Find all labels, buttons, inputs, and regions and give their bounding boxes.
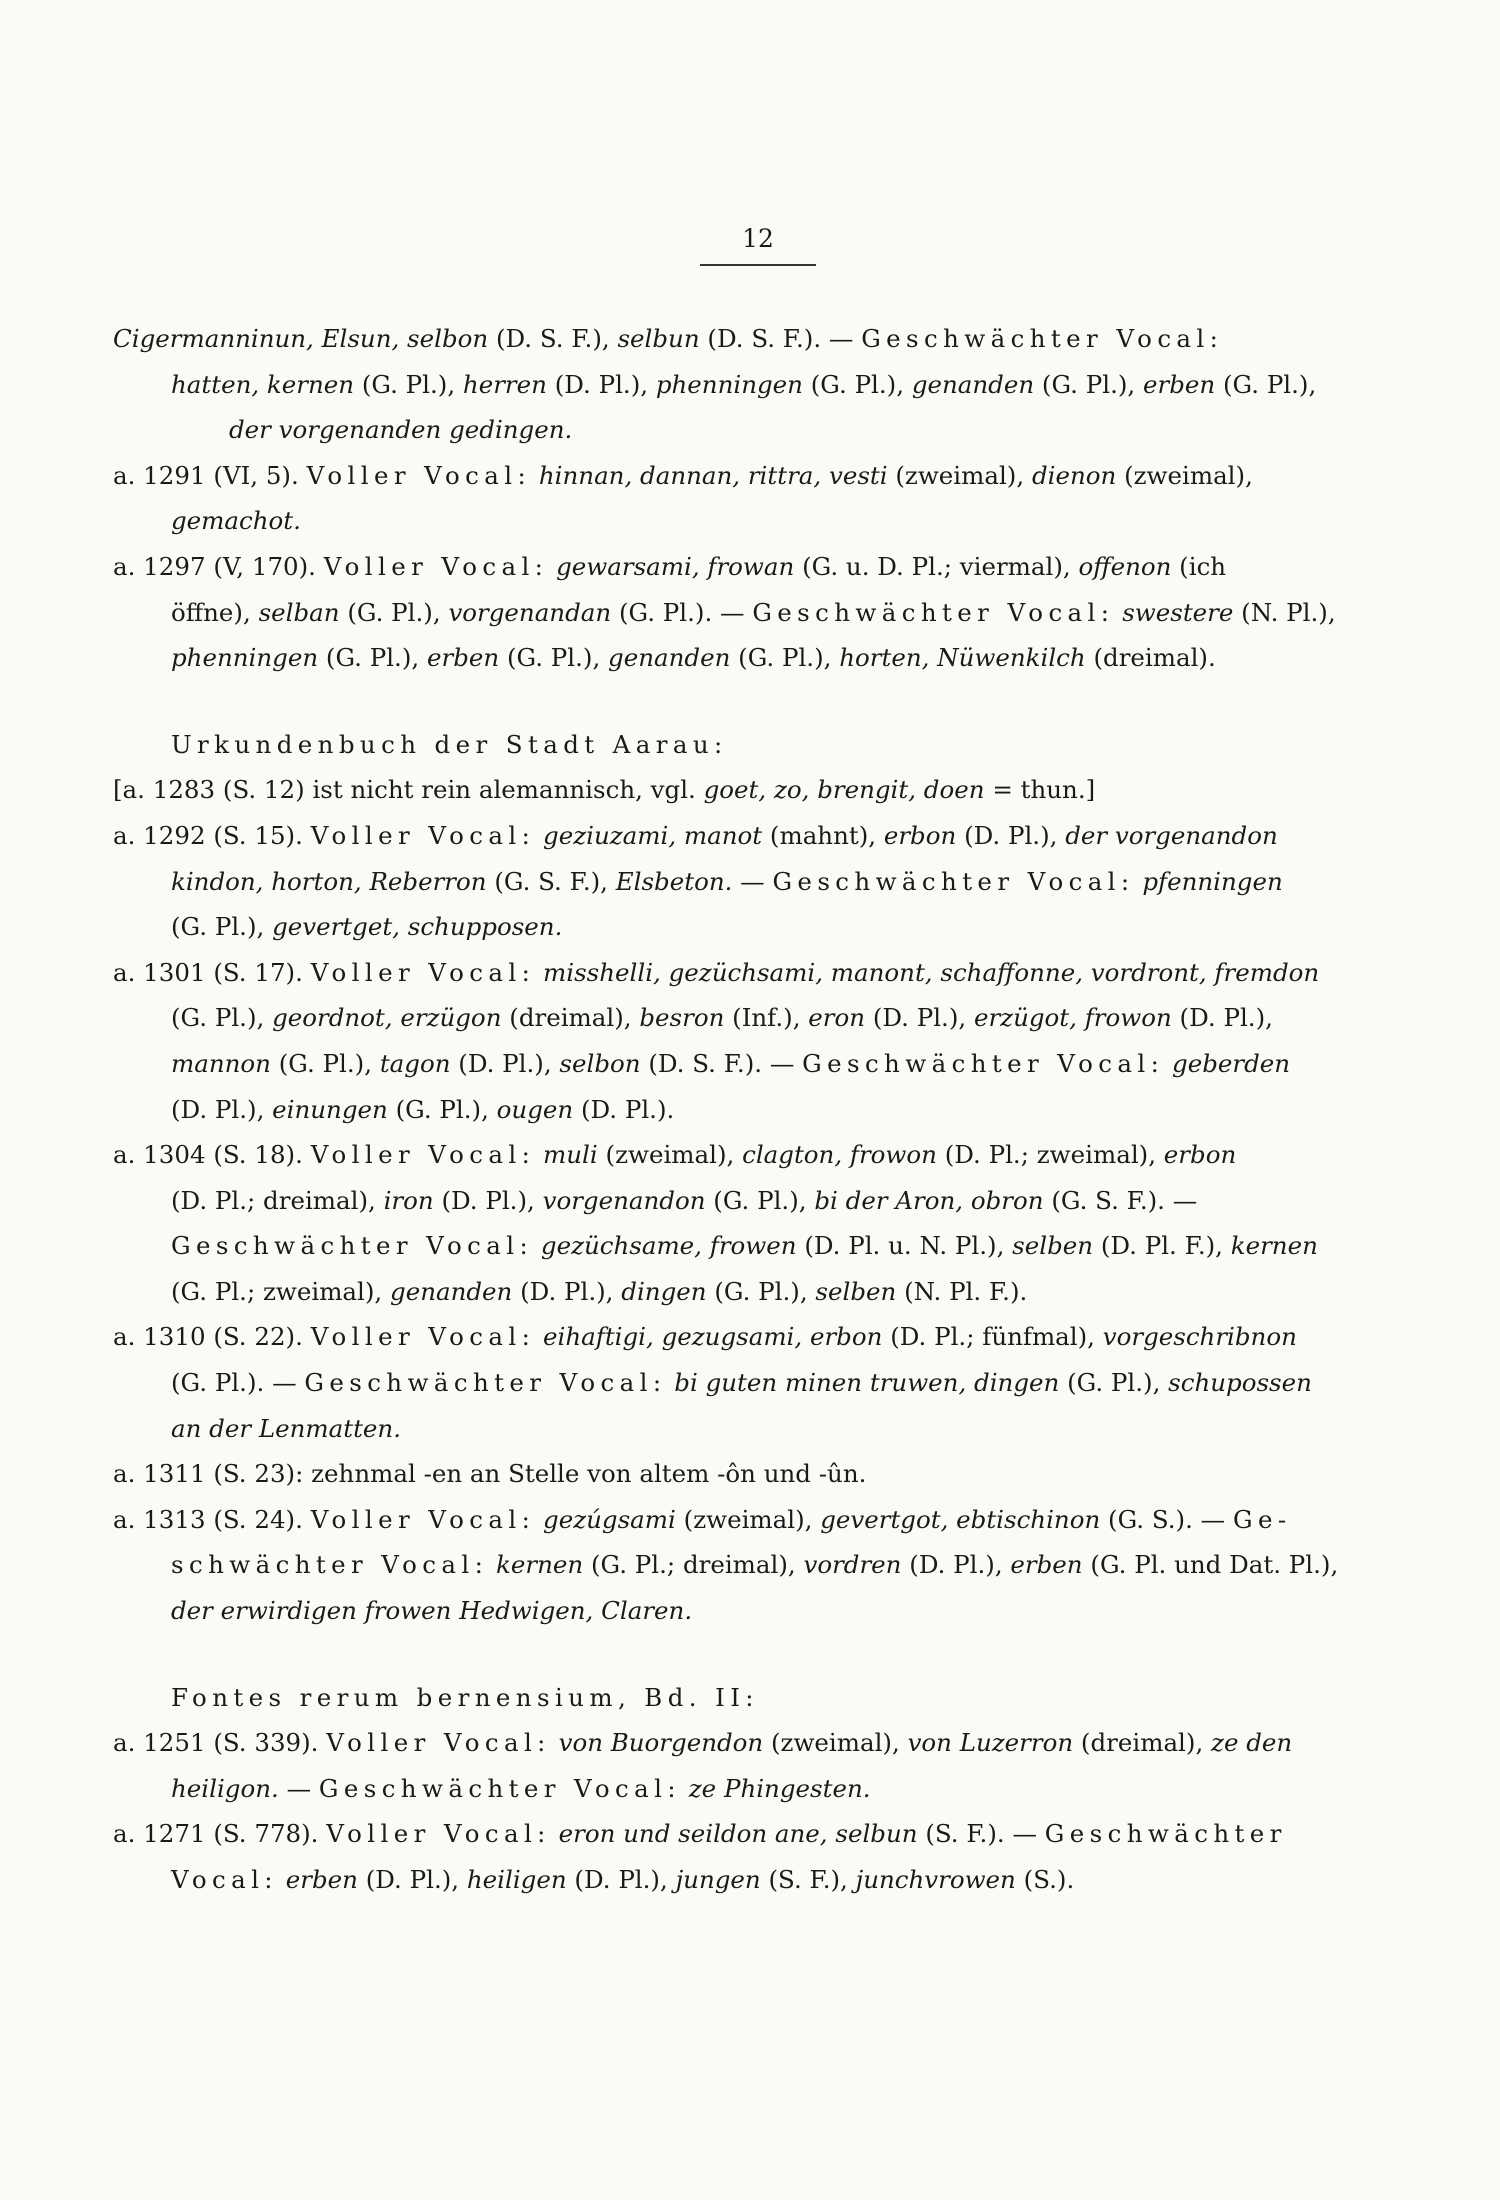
entry-a1301: a. 1301 (S. 17). Voller Vocal: misshelli, gezüchsami, manont, schaffonne, vordront, fremdon (G. Pl.), geordnot, erzügon (dreimal), besron (Inf.), eron (D. Pl.), erzügot, frowon (D. Pl.), mannon (G. Pl.), tagon (D. Pl.), selbon (D. S. F.). — Geschwächter Vocal: geberden (D. Pl.), einungen (G. Pl.), ougen (D. Pl.). xyxy=(113,957,1320,1124)
entry-a1313: a. 1313 (S. 24). Voller Vocal: gezúgsami (zweimal), gevertgot, ebtischinon (G. S.). — Ge- schwächter Vocal: kernen (G. Pl.; dreimal), vordren (D. Pl.), erben (G. Pl. und Dat. Pl.), der erwirdigen frowen Hedwigen, Claren. xyxy=(113,1504,1339,1626)
spaced-label: Geschwächter Vocal: xyxy=(861,324,1224,353)
entry-a1251: a. 1251 (S. 339). Voller Vocal: von Buorgendon (zweimal), von Luzerron (dreimal), ze den heiligon. — Geschwächter Vocal: ze Phingesten. xyxy=(113,1728,1293,1803)
section-heading-aarau: Urkundenbuch der Stadt Aarau: xyxy=(171,729,728,759)
paragraph-continuation: Cigermanninun, Elsun, selbon (D. S. F.), selbun (D. S. F.). — Geschwächter Vocal: hatten, kernen (G. Pl.), herren (D. Pl.), phenningen (G. Pl.), genanden (G. Pl.), erben (G. Pl.), der vorgenanden gedingen. xyxy=(113,324,1317,445)
entry-a1297: a. 1297 (V, 170). Voller Vocal: gewarsami, frowan (G. u. D. Pl.; viermal), offenon (ich öffne), selban (G. Pl.), vorgenandan (G. Pl.). — Geschwächter Vocal: swestere (N. Pl.), phenningen (G. Pl.), erben (G. Pl.), genanden (G. Pl.), horten, Nüwenkilch (dreimal). xyxy=(113,551,1336,673)
entry-a1304: a. 1304 (S. 18). Voller Vocal: muli (zweimal), clagton, frowon (D. Pl.; zweimal), erbon (D. Pl.; dreimal), iron (D. Pl.), vorgenandon (G. Pl.), bi der Aron, obron (G. S. F.). — Geschwächter Vocal: gezüchsame, frowen (D. Pl. u. N. Pl.), selben (D. Pl. F.), kernen (G. Pl.; zweimal), genanden (D. Pl.), dingen (G. Pl.), selben (N. Pl. F.). xyxy=(113,1140,1318,1306)
section-heading-fontes: Fontes rerum bernensium, Bd. II: xyxy=(171,1682,759,1712)
italic-text: Cigermanninun, Elsun, selbon xyxy=(113,324,489,353)
page-body xyxy=(113,316,1385,1903)
entry-a1310: a. 1310 (S. 22). Voller Vocal: eihaftigi, gezugsami, erbon (D. Pl.; fünfmal), vorgeschribnon (G. Pl.). — Geschwächter Vocal: bi guten minen truwen, dingen (G. Pl.), schupossen an der Lenmatten. xyxy=(113,1322,1312,1443)
header-rule xyxy=(700,264,816,266)
entry-a1291: a. 1291 (VI, 5). Voller Vocal: hinnan, dannan, rittra, vesti (zweimal), dienon (zweimal), gemachot. xyxy=(113,460,1253,536)
entry-a1271: a. 1271 (S. 778). Voller Vocal: eron und seildon ane, selbun (S. F.). — Geschwächter Vocal: erben (D. Pl.), heiligen (D. Pl.), jungen (S. F.), junchvrowen (S.). xyxy=(113,1819,1287,1894)
entry-a1283: [a. 1283 (S. 12) ist nicht rein alemannisch, vgl. goet, zo, brengit, doen = thun.] xyxy=(113,775,1096,805)
entry-a1292: a. 1292 (S. 15). Voller Vocal: geziuzami, manot (mahnt), erbon (D. Pl.), der vorgenandon kindon, horton, Reberron (G. S. F.), Elsbeton. — Geschwächter Vocal: pfenningen (G. Pl.), gevertget, schupposen. xyxy=(113,820,1283,942)
page-number: 12 xyxy=(742,224,774,253)
entry-a1311: a. 1311 (S. 23): zehnmal -en an Stelle von altem -ôn und -ûn. xyxy=(113,1459,867,1489)
